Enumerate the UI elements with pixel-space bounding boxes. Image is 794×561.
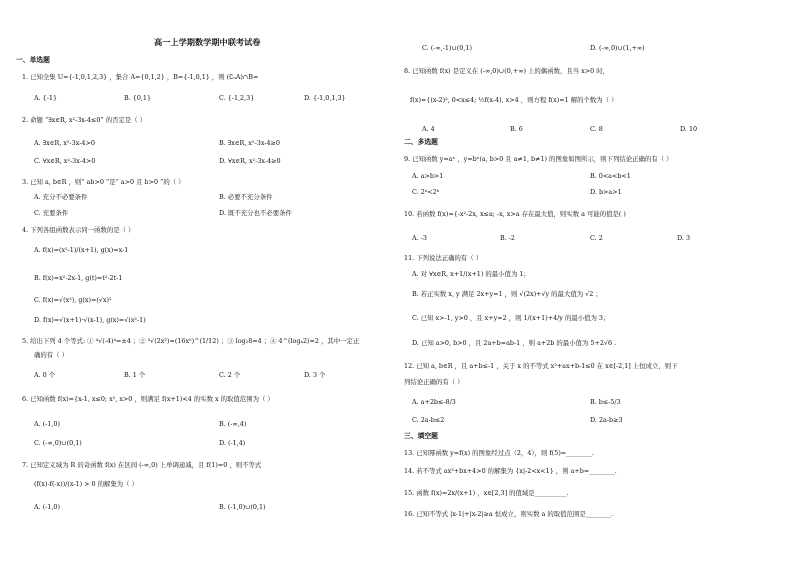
q8-stem: 8. 已知函数 f(x) 是定义在 (-∞,0)∪(0,+∞) 上的偶函数，且当 x>0 时， xyxy=(404,67,610,75)
q1-option-b: B. {0,1} xyxy=(124,94,152,102)
q4-option-a: A. f(x)=(x²-1)/(x+1), g(x)=x-1 xyxy=(34,246,129,254)
q8-option-c: C. 8 xyxy=(590,125,603,133)
q2-option-b: B. ∃x∈R, x²-3x-4≥0 xyxy=(219,139,280,147)
q5-stem-cont: 确的有（ ） xyxy=(34,351,68,359)
q7-option-a: A. (-1,0) xyxy=(34,503,60,511)
q7-stem-cont: (f(x)-f(-x))/(x-1) > 0 的解集为（ ） xyxy=(34,480,138,488)
q12-option-a: A. a+2b≤-8/3 xyxy=(412,398,456,406)
q5-option-a: A. 0 个 xyxy=(34,371,56,379)
q11-option-c: C. 已知 x>-1, y>0 ，且 x+y=2 ，则 1/(x+1)+4/y 的最小值为 3； xyxy=(412,314,610,322)
q3-option-d: D. 既不充分也不必要条件 xyxy=(219,209,292,217)
q14-stem: 14. 若不等式 ax²+bx+4>0 的解集为 {x|-2<x<1} ，则 a+b=________. xyxy=(404,467,617,475)
q11-option-a: A. 对 ∀x∈R, x+1/(x+1) 的最小值为 1； xyxy=(412,270,530,278)
q9-option-d: D. b>a>1 xyxy=(590,188,622,196)
q4-option-b: B. f(x)=x²-2x-1, g(t)=t²-2t-1 xyxy=(34,274,123,282)
q5-option-d: D. 3 个 xyxy=(304,371,326,379)
q3-option-b: B. 必要不充分条件 xyxy=(219,193,273,201)
q10-option-c: C. 2 xyxy=(590,234,603,242)
q16-stem: 16. 已知不等式 |x-1|+|x-2|≥a 恒成立，则实数 a 的取值范围是________. xyxy=(404,510,614,518)
q8-option-a: A. 4 xyxy=(422,125,435,133)
right-column xyxy=(402,0,782,561)
q7-option-b: B. (-1,0)∪(0,1) xyxy=(219,503,266,511)
q11-option-b: B. 若正实数 x, y 满足 2x+y=1 ，则 √(2x)+√y 的最大值为 √2 ； xyxy=(412,290,602,298)
q9-option-c: C. 2ᵃ<2ᵇ xyxy=(412,188,440,196)
left-column xyxy=(14,0,394,561)
q10-option-a: A. -3 xyxy=(412,234,427,242)
q5-stem: 5. 给出下列 4 个等式: ① ⁴√(-4)⁴=±4 ；② ³√(2x²)=(16x⁵)^(1/12) ；③ log₂8=4 ；④ 4^(log₄2)=2 ，其中一定正 xyxy=(22,337,360,345)
q4-option-c: C. f(x)=√(x²), g(x)=(√x)² xyxy=(34,296,112,304)
section-fill-blank: 三、填空题 xyxy=(404,432,438,440)
q9-option-a: A. a>b>1 xyxy=(412,172,444,180)
section-single-choice: 一、单选题 xyxy=(16,56,50,64)
q4-stem: 4. 下列各组函数表示同一函数的是（ ） xyxy=(22,226,135,234)
q2-option-c: C. ∀x∈R, x²-3x-4>0 xyxy=(34,157,96,165)
q9-stem: 9. 已知函数 y=aˣ ，y=bˣ(a, b>0 且 a≠1, b≠1) 的图象如图所示，则下列结论正确的有（ ） xyxy=(404,155,673,163)
q5-option-c: C. 2 个 xyxy=(219,371,241,379)
q6-option-c: C. (-∞,0)∪(0,1) xyxy=(34,439,82,447)
q15-stem: 15. 函数 f(x)=2x/(x+1) ，x∈[2,3] 的值域是__________. xyxy=(404,489,569,497)
q12-option-d: D. 2a-b≥3 xyxy=(590,416,623,424)
q13-stem: 13. 已知幂函数 y=f(x) 的图象经过点（2，4），则 f(5)=________. xyxy=(404,449,594,457)
q4-option-d: D. f(x)=√(x+1)·√(x-1), g(x)=√(x²-1) xyxy=(34,316,146,324)
q6-option-d: D. (-1,4) xyxy=(219,439,246,447)
q7-stem: 7. 已知定义域为 R 的奇函数 f(x) 在区间 (-∞,0) 上单调递减，且 f(1)=0 ，则不等式 xyxy=(22,461,262,469)
q10-stem: 10. 若函数 f(x)={-x²-2x, x≤a; -x, x>a 存在最大值，则实数 a 可能的值是( ) xyxy=(404,210,626,218)
q2-option-a: A. ∃x∈R, x²-3x-4>0 xyxy=(34,139,95,147)
q3-option-a: A. 充分不必要条件 xyxy=(34,193,88,201)
q6-stem: 6. 已知函数 f(x)={x-1, x≤0; x², x>0 ，则满足 f(x+1)<4 的实数 x 的取值范围为（ ） xyxy=(22,395,274,403)
q12-option-b: B. b≤-5/3 xyxy=(590,398,621,406)
q11-stem: 11. 下列说法正确的有（ ） xyxy=(404,254,483,262)
q8-stem-cont: f(x)={(x-2)², 0<x≤4; ½f(x-4), x>4 ，则方程 f(x)=1 解的个数为（ ） xyxy=(410,96,618,104)
q5-option-b: B. 1 个 xyxy=(124,371,146,379)
q3-option-c: C. 充要条件 xyxy=(34,209,69,217)
q6-option-b: B. (-∞,4) xyxy=(219,420,247,428)
section-multi-choice: 二、多选题 xyxy=(404,138,438,146)
q7-option-d: D. (-∞,0)∪(1,+∞) xyxy=(590,44,645,52)
q2-option-d: D. ∀x∈R, x²-3x-4≥0 xyxy=(219,157,281,165)
q1-stem: 1. 已知全集 U={-1,0,1,2,3} ，集合 A={0,1,2} ，B={-1,0,1} ，则 (∁ᵤA)∩B= xyxy=(22,73,259,81)
q1-option-c: C. {-1,2,3} xyxy=(219,94,255,102)
q9-option-b: B. 0<a<b<1 xyxy=(590,172,631,180)
q3-stem: 3. 已知 a, b∈R ，则“ ab>0 ”是“ a>0 且 b>0 ”的（ ） xyxy=(22,178,185,186)
q12-stem: 12. 已知 a, b∈R ，且 a+b≤-1 ，关于 x 的不等式 x²+ax+b-1≤0 在 x∈[-2,1] 上恒成立，则下 xyxy=(404,362,678,370)
q11-option-d: D. 已知 a>0, b>0 ，且 2a+b=ab-1 ，则 a+2b 的最小值为 5+2√6 . xyxy=(412,339,617,347)
q8-option-b: B. 6 xyxy=(510,125,523,133)
q1-option-d: D. {-1,0,1,3} xyxy=(304,94,346,102)
q8-option-d: D. 10 xyxy=(680,125,698,133)
q10-option-b: B. -2 xyxy=(500,234,515,242)
page-title: 高一上学期数学期中联考试卷 xyxy=(154,37,261,47)
q1-option-a: A. {-1} xyxy=(34,94,58,102)
q10-option-d: D. 3 xyxy=(677,234,691,242)
q12-stem-cont: 列结论正确的有（ ） xyxy=(404,378,464,386)
q2-stem: 2. 命题 “∃x∈R, x²-3x-4≤0” 的否定是（ ） xyxy=(22,116,147,124)
q6-option-a: A. (-1,0) xyxy=(34,420,60,428)
q7-option-c: C. (-∞,-1)∪(0,1) xyxy=(422,44,472,52)
q12-option-c: C. 2a-b≤2 xyxy=(412,416,445,424)
